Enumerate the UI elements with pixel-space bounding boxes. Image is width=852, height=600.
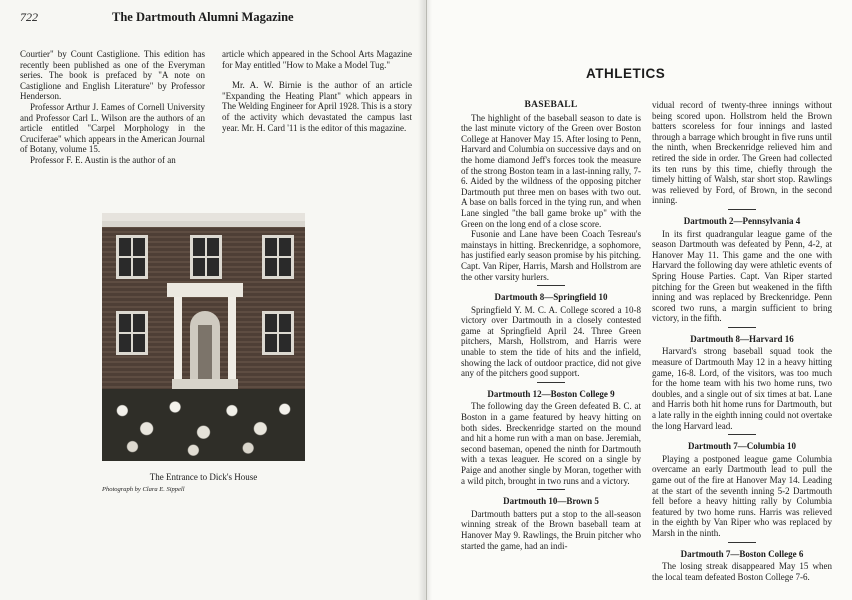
- running-head: [20, 10, 410, 24]
- front-door: [198, 325, 212, 379]
- divider: [728, 327, 756, 328]
- game-heading: Dartmouth 8—Springfield 10: [494, 292, 608, 303]
- window: [190, 235, 222, 279]
- paragraph: Courtier" by Count Castiglione. This edition has recently been published as one of the Everyman series. The book is prefaced by "A note on Castiglione and English Literature" by Professor Henderson.: [20, 49, 205, 102]
- divider: [728, 434, 756, 435]
- game-heading: Dartmouth 7—Boston College 6: [680, 548, 804, 559]
- paragraph: Springfield Y. M. C. A. College scored a 10-8 victory over Dartmouth in a closely contested game at Springfield April 24. Three Green pitchers, Marsh, Hollstrom, and Harris were unable to stem the tide of hits and the infield, showing the lack of outdoor practice, did not give any of the pitchers good support.: [461, 304, 641, 379]
- divider: [537, 382, 565, 383]
- window: [116, 235, 148, 279]
- paragraph: Professor F. E. Austin is the author of an: [30, 154, 176, 165]
- section-title: ATHLETICS: [586, 66, 666, 81]
- left-column-2: [222, 49, 412, 133]
- book-gutter: [418, 0, 432, 600]
- paragraph: The highlight of the baseball season to date is the last minute victory of the Green over Boston College at Hanover May 15. After losing to Penn, Harvard and Columbia on successive days and on the home diamond Jeff's forces took the measure of the strong Boston team in a last-inning rally, 7-6. Aided by the wildness of the opposing pitcher Dartmouth put three men on bases with two out. A base on balls forced in the tying run, and when Lane singled "the ball game broke up" with the Green on the long end of a close score.: [461, 112, 641, 229]
- game-heading: Dartmouth 7—Columbia 10: [687, 441, 796, 452]
- paragraph: Mr. A. W. Birnie is the author of an article "Expanding the Heating Plant" which appears in The Welding Engineer for April 1928. This is a story of the activity which devastated the campus last year. Mr. H. Card '11 is the editor of this magazine.: [222, 80, 412, 133]
- paragraph: Harvard's strong baseball squad took the measure of Dartmouth May 12 in a heavy hitting game, 16-8. Lord, of the visitors, was too much for the home team with his two home runs, two doubles, and a single out of six times at bat. Lane and Harris both hit home runs for Dartmouth, but a late rally in the eighth inning could not overtake the long Harvard lead.: [652, 346, 832, 431]
- right-column-2: [652, 100, 832, 582]
- photo-caption: The Entrance to Dick's House: [149, 472, 258, 482]
- window: [262, 235, 294, 279]
- roof-trim: [102, 221, 305, 227]
- right-column-1: [461, 100, 641, 551]
- magazine-title: The Dartmouth Alumni Magazine: [112, 10, 294, 24]
- paragraph: The losing streak disappeared May 15 when the local team defeated Boston College 7-6.: [652, 561, 832, 582]
- divider: [537, 285, 565, 286]
- dicks-house-photo: [102, 213, 305, 461]
- paragraph: vidual record of twenty-three innings without being scored upon. Hollstrom held the Brown batters scoreless for four innings and lasted through a barrage which brought in five runs until the ninth, when Breckenridge relieved him and retired the side in order. The Green had collected its ten runs by this time, chiefly through the timely hitting of Walsh, star short stop. Rawlings was relieved by Ford, of Brown, in the second inning.: [652, 100, 832, 206]
- window: [262, 311, 294, 355]
- paragraph: article which appeared in the School Arts Magazine for May entitled "How to Make a Model Tug.": [222, 49, 412, 70]
- game-heading: Dartmouth 12—Boston College 9: [487, 388, 615, 399]
- baseball-heading: BASEBALL: [524, 100, 578, 110]
- window: [116, 311, 148, 355]
- divider: [537, 489, 565, 490]
- game-heading: Dartmouth 10—Brown 5: [503, 496, 599, 507]
- portico-column: [174, 297, 182, 379]
- divider: [728, 542, 756, 543]
- paragraph: The following day the Green defeated B. C. at Boston in a game featured by heavy hitting on both sides. Breckenridge started on the mound and hit a home run with a man on base. Jeremiah, second baseman, opened the ninth for Dartmouth with a texas leaguer. He scored on a single by Paige and another single by Moran, together with a wild pitch, brought in two runs and a victory.: [461, 401, 641, 486]
- paragraph: Dartmouth batters put a stop to the all-season winning streak of the Brown baseball team at Hanover May 9. Rawlings, the Bruin pitcher who started the game, had an indi-: [461, 508, 641, 551]
- portico-pediment: [167, 283, 243, 297]
- paragraph: Playing a postponed league game Columbia overcame an early Dartmouth lead to pull the game out of the fire at Hanover May 14. Leading at the start of the seventh inning 5-2 Dartmouth fell before a heavy hitting rally by Columbia featured by two home runs. Harris was relieved in the eighth by Van Riper who was replaced by Marsh in the ninth.: [652, 453, 832, 538]
- left-column-1: [20, 49, 205, 166]
- portico-column: [228, 297, 236, 379]
- paragraph: Fusonie and Lane have been Coach Tesreau's mainstays in hitting. Breckenridge, a sophomore, has justified early season promise by his pitching. Capt. Van Riper, Harris, Marsh and Hollstrom are the other varsity hurlers.: [461, 229, 641, 282]
- photo-credit: Photograph by Clara E. Sippell: [102, 486, 185, 493]
- flowering-shrubs: [102, 389, 305, 461]
- divider: [728, 209, 756, 210]
- page-number: 722: [20, 10, 38, 24]
- paragraph: In its first quadrangular league game of the season Dartmouth was defeated by Penn, 4-2, at Hanover May 11. This game and the one with Harvard the following day were athletic events of Spring House Parties. Capt. Van Riper started pitching for the Green but weakened in the fifth inning and was replaced by Breckenridge. Penn scored two runs, a margin sufficient to bring victory, in the fifth.: [652, 228, 832, 324]
- game-heading: Dartmouth 2—Pennsylvania 4: [683, 215, 801, 226]
- paragraph: Professor Arthur J. Eames of Cornell University and Professor Carl L. Wilson are the authors of an article entitled "Carpel Morphology in the Cruciferae" which appears in the American Journal of Botany, volume 15.: [20, 101, 205, 155]
- game-heading: Dartmouth 8—Harvard 16: [690, 333, 794, 344]
